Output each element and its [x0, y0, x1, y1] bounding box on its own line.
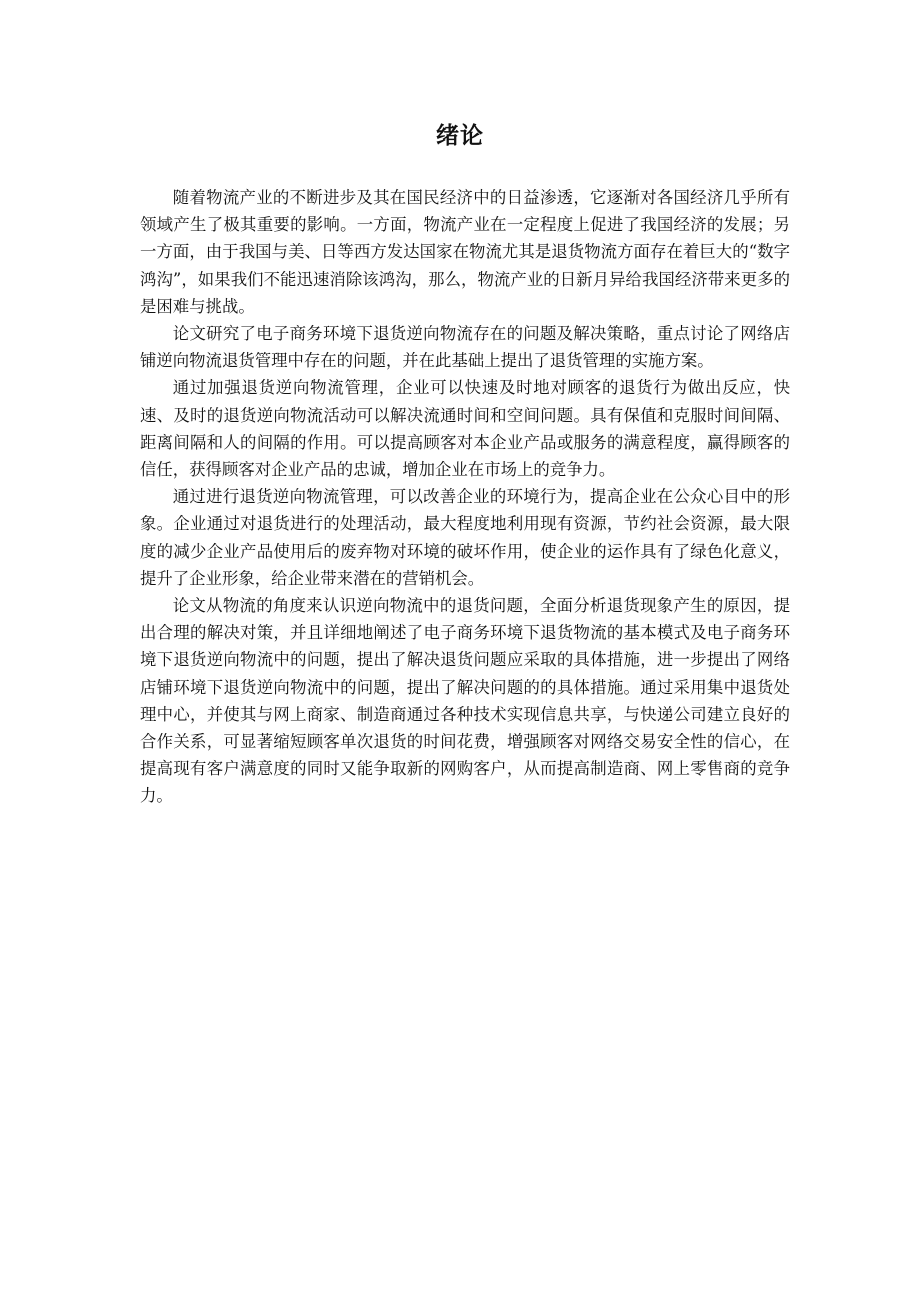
paragraph: 通过进行退货逆向物流管理，可以改善企业的环境行为，提高企业在公众心目中的形象。企业通过对退货进行的处理活动，最大程度地利用现有资源，节约社会资源，最大限度的减少企业产品使用后的废弃物对环境的破坏作用，使企业的运作具有了绿色化意义，提升了企业形象，给企业带来潜在的营销机会。 [140, 487, 790, 588]
paragraph: 论文研究了电子商务环境下退货逆向物流存在的问题及解决策略，重点讨论了网络店铺逆向物流退货管理中存在的问题，并在此基础上提出了退货管理的实施方案。 [140, 324, 790, 371]
paragraph: 论文从物流的角度来认识逆向物流中的退货问题，全面分析退货现象产生的原因，提出合理的解决对策，并且详细地阐述了电子商务环境下退货物流的基本模式及电子商务环境下退货逆向物流中的问题，提出了解决退货问题应采取的具体措施，进一步提出了网络店铺环境下退货逆向物流中的问题，提出了解决问题的的具体措施。通过采用集中退货处理中心，并使其与网上商家、制造商通过各种技术实现信息共享，与快递公司建立良好的合作关系，可显著缩短顾客单次退货的时间花费，增强顾客对网络交易安全性的信心，在提高现有客户满意度的同时又能争取新的网购客户，从而提高制造商、网上零售商的竞争力。 [140, 596, 790, 806]
page-title: 绪论 [436, 123, 484, 149]
document-body [140, 184, 790, 810]
paragraph: 随着物流产业的不断进步及其在国民经济中的日益渗透，它逐渐对各国经济几乎所有领域产生了极其重要的影响。一方面，物流产业在一定程度上促进了我国经济的发展；另一方面，由于我国与美、日等西方发达国家在物流尤其是退货物流方面存在着巨大的“数字鸿沟”，如果我们不能迅速消除该鸿沟，那么，物流产业的日新月异给我国经济带来更多的是困难与挑战。 [140, 188, 790, 316]
paragraph: 通过加强退货逆向物流管理，企业可以快速及时地对顾客的退货行为做出反应，快速、及时的退货逆向物流活动可以解决流通时间和空间问题。具有保值和克服时间间隔、距离间隔和人的间隔的作用。可以提高顾客对本企业产品或服务的满意程度，赢得顾客的信任，获得顾客对企业产品的忠诚，增加企业在市场上的竞争力。 [140, 378, 790, 480]
